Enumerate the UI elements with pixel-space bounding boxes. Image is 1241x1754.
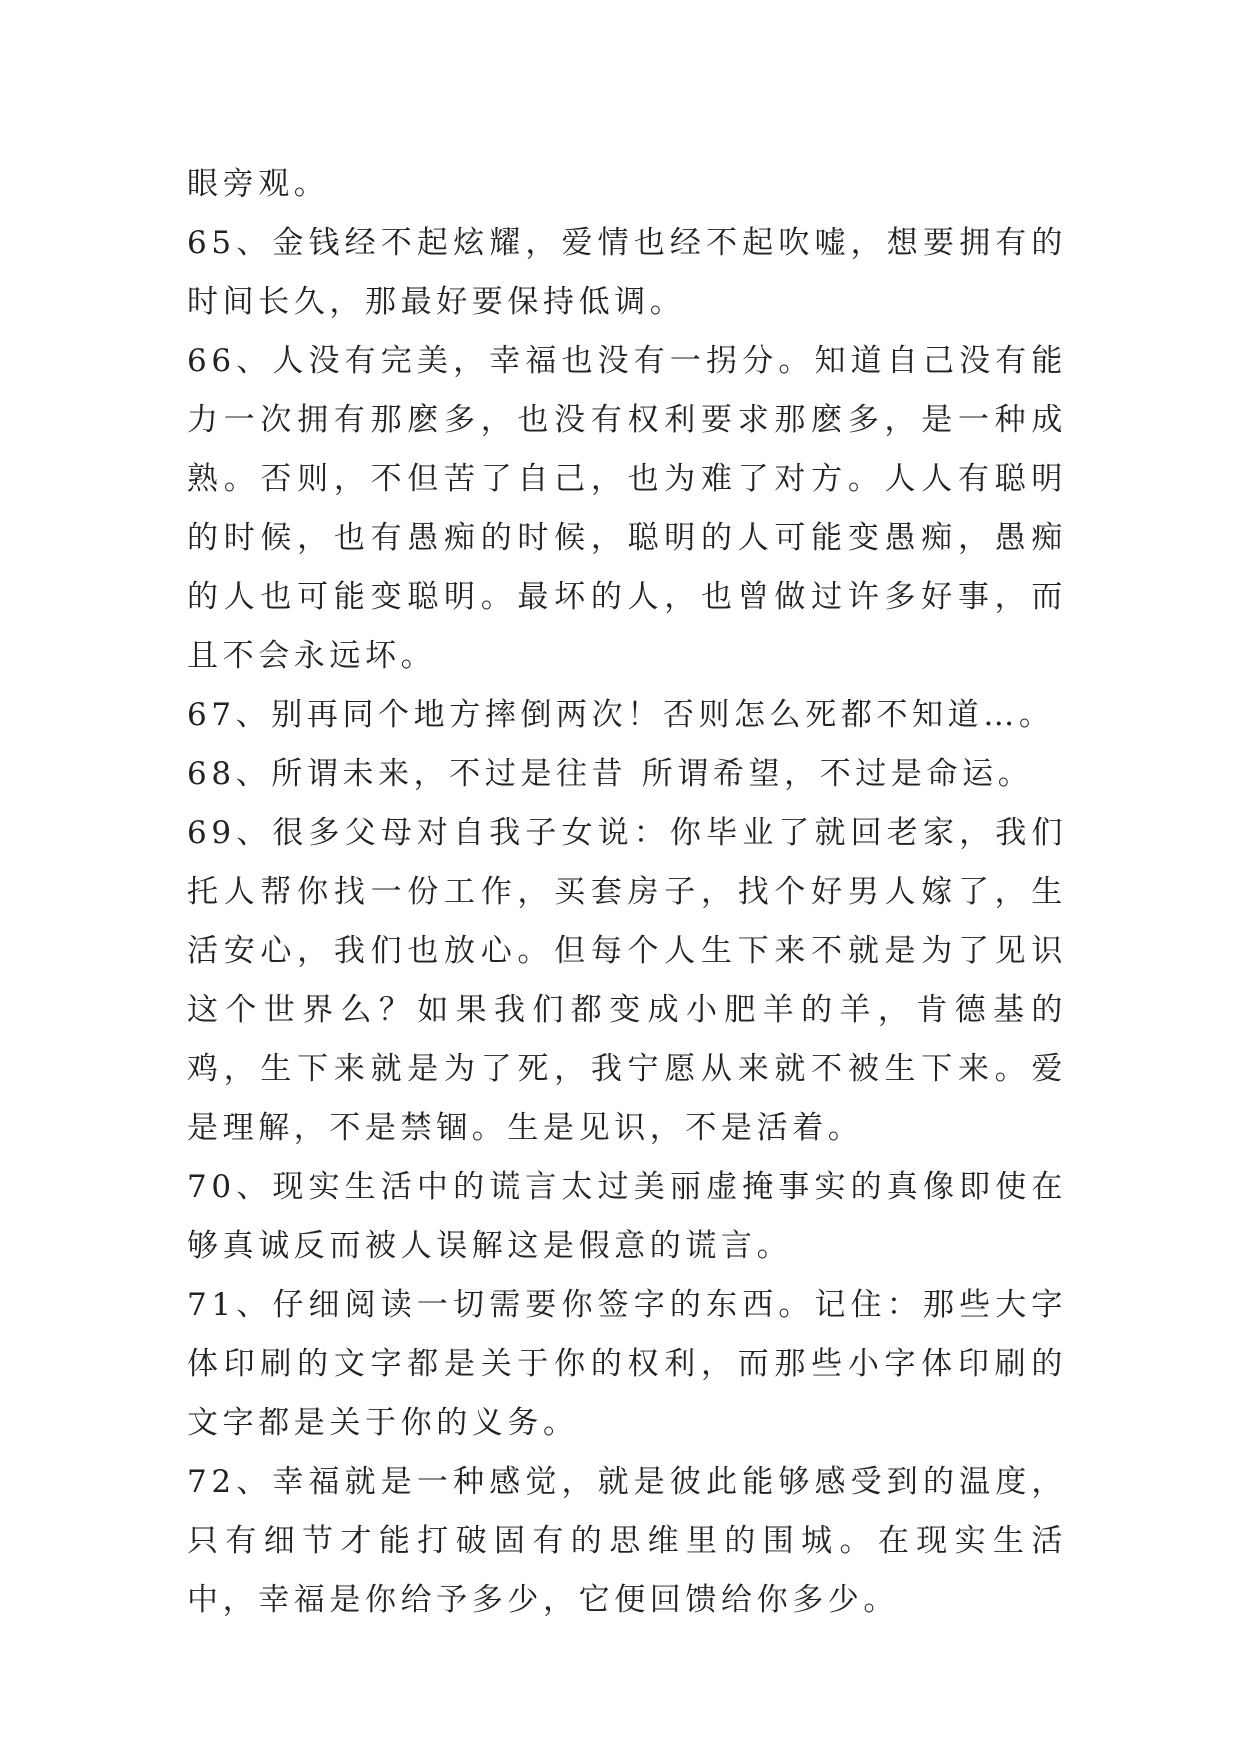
quote-65: 65、金钱经不起炫耀，爱情也经不起吹嘘，想要拥有的时间长久，那最好要保持低调。 [187, 225, 1067, 320]
quote-66: 66、人没有完美，幸福也没有一拐分。知道自己没有能力一次拥有那麽多，也没有权利要求那麽多，是一种成熟。否则，不但苦了自己，也为难了对方。人人有聪明的时候，也有愚痴的时候，聪明的人可能变愚痴，愚痴的人也可能变聪明。最坏的人，也曾做过许多好事，而且不会永远坏。 [187, 343, 1067, 674]
quote-67: 67、别再同个地方摔倒两次！否则怎么死都不知道…。 [187, 697, 1055, 733]
quote-68: 68、所谓未来，不过是往昔 所谓希望，不过是命运。 [187, 756, 1034, 792]
quote-72: 72、幸福就是一种感觉，就是彼此能够感受到的温度，只有细节才能打破固有的思维里的围城。在现实生活中，幸福是你给予多少，它便回馈给你多少。 [187, 1464, 1067, 1618]
quote-continuation: 眼旁观。 [187, 166, 330, 202]
quote-69: 69、很多父母对自我子女说：你毕业了就回老家，我们托人帮你找一份工作，买套房子，找个好男人嫁了，生活安心，我们也放心。但每个人生下来不就是为了见识这个世界么？如果我们都变成小肥羊的羊，肯德基的鸡，生下来就是为了死，我宁愿从来就不被生下来。爱是理解，不是禁锢。生是见识，不是活着。 [187, 815, 1067, 1146]
quote-70: 70、现实生活中的谎言太过美丽虚掩事实的真像即使在够真诚反而被人误解这是假意的谎言。 [187, 1169, 1067, 1264]
document-body [187, 155, 1067, 1630]
quote-71: 71、仔细阅读一切需要你签字的东西。记住：那些大字体印刷的文字都是关于你的权利，而那些小字体印刷的文字都是关于你的义务。 [187, 1287, 1067, 1441]
